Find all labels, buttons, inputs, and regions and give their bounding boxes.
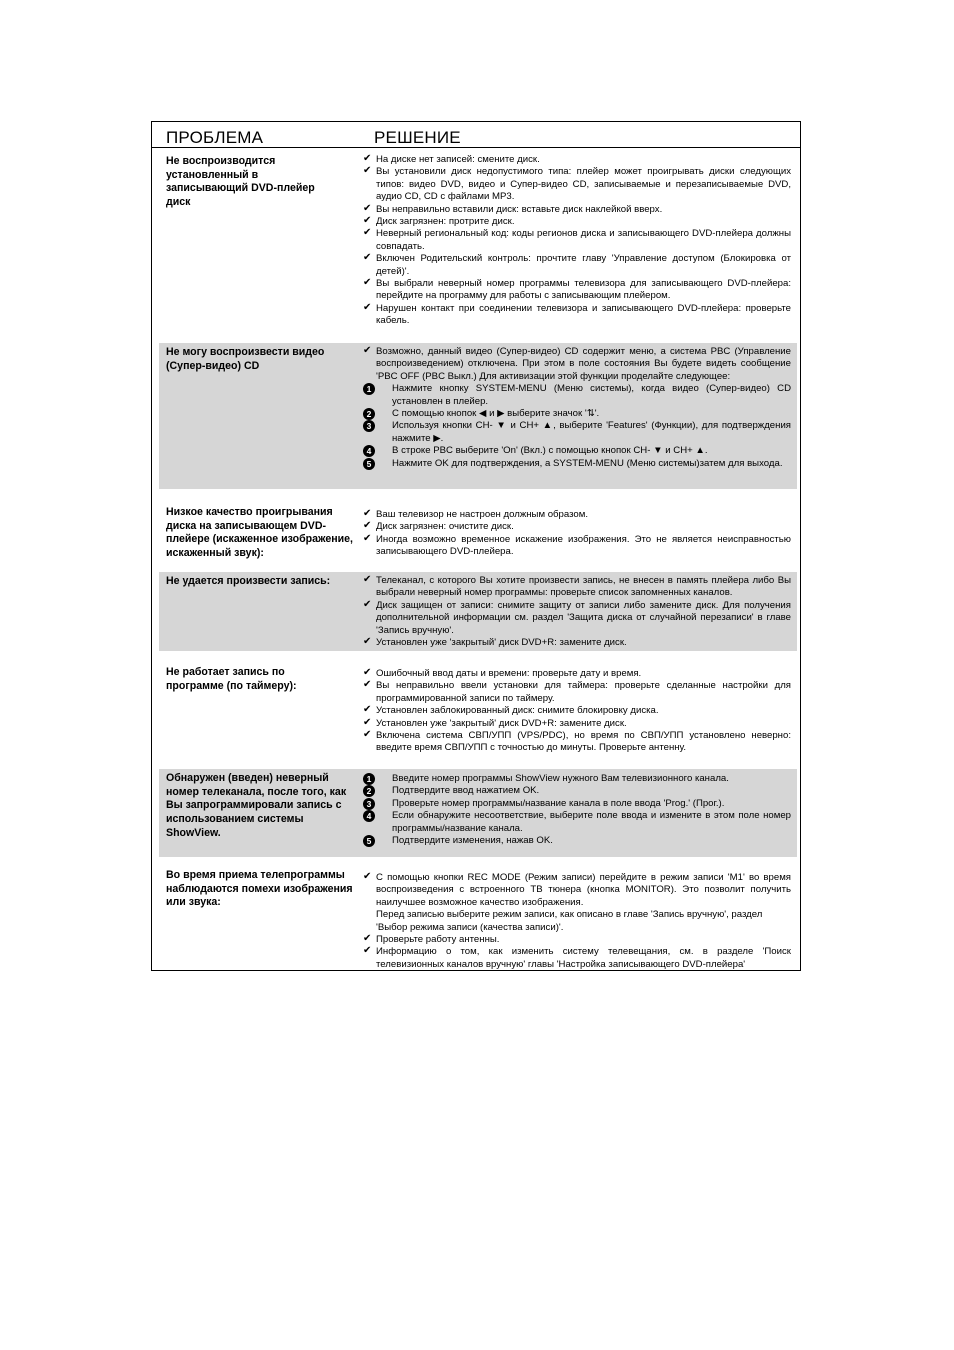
check-icon: ✔ [363, 598, 372, 610]
step-number-2-icon: 2 [363, 408, 375, 420]
item-text: Включен Родительский контроль: прочтите главу 'Управление доступом (Блокировка от детей)'. [376, 253, 791, 277]
check-icon: ✔ [363, 165, 372, 177]
item-text: Включена система СВП/УПП (VPS/PDC), но время по СВП/УПП установлено неверно: введите время СВП/УПП с точностью до минуты. Проверьте антенну. [376, 730, 791, 754]
check-icon: ✔ [363, 227, 372, 239]
step-number-1-icon: 1 [363, 383, 375, 395]
check-icon: ✔ [363, 871, 372, 882]
step-number-5-icon: 5 [363, 835, 375, 847]
problem-text: Низкое качество проигрывания диска на записывающем DVD-плейере (искаженное изображение, искаженный звук): [166, 506, 353, 560]
step-item [363, 383, 791, 408]
step-number-4-icon: 4 [363, 810, 375, 822]
solution-list [363, 346, 791, 470]
table-row [159, 572, 797, 651]
list-item [363, 668, 791, 680]
step-text: Используя кнопки CH- ▼ и CH+ ▲, выберите 'Features' (Функции), для подтверждения нажмите ▶. [392, 420, 791, 444]
item-text: С помощью кнопки REC MODE (Режим записи) перейдите в режим записи 'M1' во время воспроизведения с встроенного ТВ тюнера (кнопка MONITOR). Это позволит получить наилучшее возможное качество изображения. [376, 872, 791, 908]
step-text: С помощью кнопок ◀ и ▶ выберите значок '⇅'. [392, 408, 600, 420]
problem-text: Не удается произвести запись: [166, 575, 331, 587]
list-item [363, 600, 791, 637]
item-text: Информацию о том, как изменить систему телевещания, см. в разделе 'Поиск телевизионных каналов вручную' главы 'Настройка записывающего DVD-плейера' [376, 946, 791, 970]
step-item [363, 420, 791, 445]
solution-list [363, 575, 791, 649]
item-text: Диск защищен от записи: снимите защиту от записи либо замените диск. Для получения дополнительной информации см. раздел 'Защита диска от случайной перезаписи' в главе 'Запись вручную'. [376, 599, 791, 636]
step-number-3-icon: 3 [363, 798, 375, 810]
item-text: Диск загрязнен: очистите диск. [376, 521, 514, 533]
check-icon: ✔ [363, 153, 372, 164]
list-item [363, 575, 791, 600]
table-row [159, 662, 797, 760]
step-number-1-icon: 1 [363, 773, 375, 785]
list-item [363, 730, 791, 755]
item-text: Установлен уже 'закрытый' диск DVD+R: замените диск. [376, 717, 627, 729]
step-item [363, 798, 791, 810]
list-item [363, 705, 791, 717]
step-text: В строке PBC выберите 'On' (Вкл.) с помощью кнопок CH- ▼ и CH+ ▲. [392, 445, 708, 457]
step-item [363, 458, 791, 470]
item-text: Телеканал, с которого Вы хотите произвести запись, не внесен в память плейера либо Вы выбрали неверный номер программы: проверьте список запомненных каналов. [376, 575, 791, 599]
step-number-2-icon: 2 [363, 785, 375, 797]
item-text: Ваш телевизор не настроен должным образом. [376, 509, 588, 520]
table-row [159, 769, 797, 857]
solution-list [363, 872, 791, 971]
check-icon: ✔ [363, 679, 372, 691]
list-item [363, 154, 791, 166]
check-icon: ✔ [363, 667, 372, 678]
problem-text: Во время приема телепрограммы наблюдаются помехи изображения или звука: [166, 869, 353, 909]
list-item [363, 253, 791, 278]
step-item [363, 810, 791, 835]
item-continuation: Перед записью выберите режим записи, как описано в главе 'Запись вручную', раздел 'Выбор режима записи (качества записи)'. [376, 909, 763, 933]
solution-list [363, 509, 791, 559]
step-item [363, 408, 791, 420]
step-text: Нажмите OK для подтверждения, а SYSTEM-MENU (Меню системы)затем для выхода. [392, 457, 783, 469]
list-item [363, 204, 791, 216]
step-number-5-icon: 5 [363, 458, 375, 470]
list-item [363, 278, 791, 303]
list-item [363, 303, 791, 328]
step-text: Подтвердите изменения, нажав OK. [392, 835, 553, 847]
check-icon: ✔ [363, 520, 372, 532]
list-item [363, 534, 791, 559]
check-icon: ✔ [363, 574, 372, 585]
item-text: Установлен уже 'закрытый' диск DVD+R: замените диск. [376, 637, 627, 649]
step-number-3-icon: 3 [363, 420, 375, 432]
list-item [363, 680, 791, 705]
check-icon: ✔ [363, 716, 372, 728]
check-icon: ✔ [363, 215, 372, 227]
item-text: Установлен заблокированный диск: снимите блокировку диска. [376, 705, 659, 717]
check-icon: ✔ [363, 636, 372, 648]
check-icon: ✔ [363, 729, 372, 741]
problem-text: Не воспроизводится установленный в записывающий DVD-плейер диск [166, 155, 315, 209]
list-item [363, 521, 791, 533]
item-text: Вы неправильно вставили диск: вставьте диск наклейкой вверх. [376, 203, 663, 215]
step-item [363, 445, 791, 457]
table-row [159, 343, 797, 489]
step-text: Подтвердите ввод нажатием OK. [392, 785, 540, 797]
step-number-4-icon: 4 [363, 445, 375, 457]
step-text: Введите номер программы ShowView нужного Вам телевизионного канала. [392, 773, 729, 784]
item-text: Вы неправильно ввели установки для таймера: проверьте сделанные настройки для программированной записи по таймеру. [376, 680, 791, 704]
item-text: На диске нет записей: смените диск. [376, 154, 540, 165]
check-icon: ✔ [363, 945, 372, 957]
item-text: Возможно, данный видео (Супер-видео) CD содержит меню, а система PBC (Управление воспроизведением) отключена. При этом в поле состояния Вы будете видеть сообщение 'PBC OFF (PBC Выкл.) Для активизации этой функции проделайте следующее: [376, 346, 791, 382]
step-item [363, 835, 791, 847]
check-icon: ✔ [363, 532, 372, 544]
check-icon: ✔ [363, 202, 372, 214]
step-item [363, 773, 791, 785]
item-text: Ошибочный ввод даты и времени: проверьте дату и время. [376, 668, 642, 679]
list-item [363, 934, 791, 946]
item-text: Неверный региональный код: коды регионов диска и записывающего DVD-плейера должны совпадать. [376, 228, 791, 252]
list-item [363, 509, 791, 521]
list-item [363, 946, 791, 971]
table-row [159, 866, 797, 968]
item-text: Нарушен контакт при соединении телевизора и записывающего DVD-плейера: проверьте кабель. [376, 302, 791, 327]
check-icon: ✔ [363, 345, 372, 356]
check-icon: ✔ [363, 277, 372, 289]
step-text: Если обнаружите несоответствие, выберите поле ввода и измените в этом поле номер программы/название канала. [392, 810, 791, 834]
step-text: Проверьте номер программы/название канала в поле ввода 'Prog.' (Прог.). [392, 797, 725, 809]
list-item [363, 166, 791, 203]
item-text: Проверьте работу антенны. [376, 934, 500, 946]
problem-text: Не работает запись по программе (по таймеру): [166, 666, 297, 692]
check-icon: ✔ [363, 301, 372, 313]
check-icon: ✔ [363, 704, 372, 716]
table-row [159, 503, 797, 563]
list-item [363, 346, 791, 383]
list-item [363, 228, 791, 253]
step-text: Нажмите кнопку SYSTEM-MENU (Меню системы), когда видео (Супер-видео) CD установлен в плейер. [392, 383, 791, 407]
solution-list [363, 773, 791, 847]
item-text: Вы установили диск недопустимого типа: плейер может проигрывать диски следующих типов: видео DVD, видео и Супер-видео CD, записываемые и перезаписываемые DVD, аудио CD, CD с файлами MP3. [376, 166, 791, 203]
check-icon: ✔ [363, 252, 372, 264]
item-text: Диск загрязнен: протрите диск. [376, 216, 515, 228]
problem-text: Обнаружен (введен) неверный номер телеканала, после того, как Вы запрограммировали запись с использованием системы ShowView. [166, 772, 347, 839]
solution-list [363, 154, 791, 328]
check-icon: ✔ [363, 933, 372, 945]
item-text: Иногда возможно временное искажение изображения. Это не является неисправностью записывающего DVD-плейера. [376, 533, 791, 558]
item-text: Вы выбрали неверный номер программы телевизора для записывающего DVD-плейера: перейдите на программу для работы с записывающим плейером. [376, 278, 791, 302]
check-icon: ✔ [363, 508, 372, 519]
column-header-solution: РЕШЕНИЕ [374, 128, 461, 147]
column-header-problem: ПРОБЛЕМА [166, 128, 264, 147]
table-row [159, 152, 797, 340]
solution-list [363, 668, 791, 755]
list-item [363, 637, 791, 649]
list-item [363, 216, 791, 228]
header-divider [152, 147, 800, 148]
step-item [363, 785, 791, 797]
list-item [363, 718, 791, 730]
list-item [363, 872, 791, 909]
problem-text: Не могу воспроизвести видео (Супер-видео) CD [166, 346, 325, 372]
